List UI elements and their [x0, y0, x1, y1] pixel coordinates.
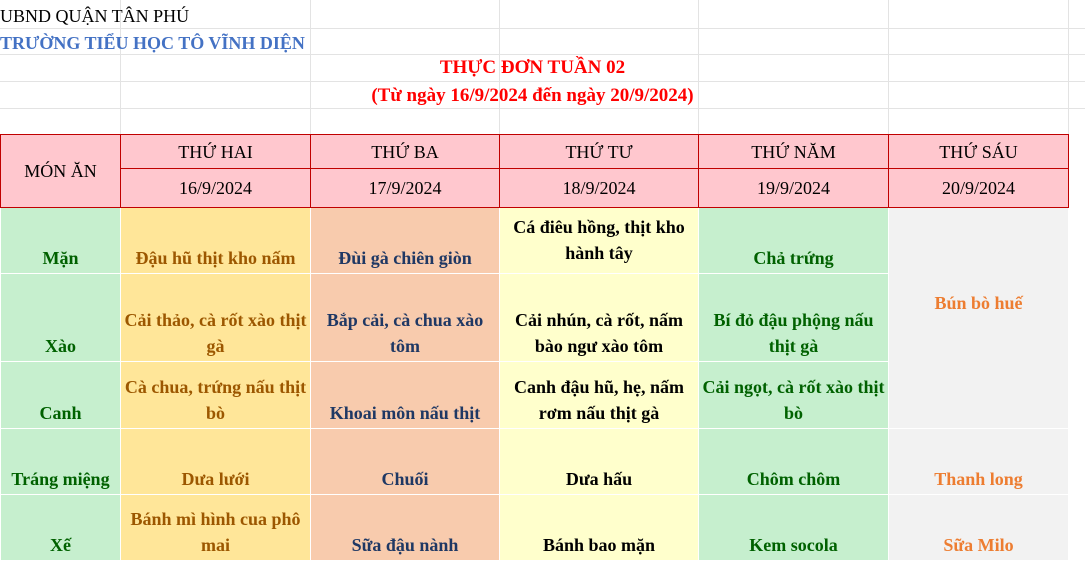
menu-cell-thu[interactable]: Kem socola: [699, 495, 889, 561]
menu-cell-thu[interactable]: Chôm chôm: [699, 429, 889, 495]
day-header-tue[interactable]: THỨ BA: [311, 135, 500, 169]
grid-line: [0, 28, 1085, 29]
menu-cell-tue[interactable]: Đùi gà chiên giòn: [311, 208, 500, 274]
weekly-menu-table: [0, 134, 1069, 561]
menu-cell-wed[interactable]: Dưa hấu: [500, 429, 699, 495]
day-header-wed[interactable]: THỨ TƯ: [500, 135, 699, 169]
date-header-fri[interactable]: 20/9/2024: [889, 169, 1069, 208]
grid-line: [0, 81, 1085, 82]
date-header-tue[interactable]: 17/9/2024: [311, 169, 500, 208]
menu-cell-mon[interactable]: Dưa lưới: [121, 429, 311, 495]
menu-cell-wed[interactable]: Canh đậu hũ, hẹ, nấm rơm nấu thịt gà: [500, 362, 699, 429]
menu-cell-wed[interactable]: Bánh bao mặn: [500, 495, 699, 561]
grid-line: [1068, 0, 1069, 134]
day-header-thu[interactable]: THỨ NĂM: [699, 135, 889, 169]
menu-cell-mon[interactable]: Cải thảo, cà rốt xào thịt gà: [121, 274, 311, 362]
menu-cell-mon[interactable]: Bánh mì hình cua phô mai: [121, 495, 311, 561]
date-header-wed[interactable]: 18/9/2024: [500, 169, 699, 208]
menu-cell-wed[interactable]: Cá điêu hồng, thịt kho hành tây: [500, 208, 699, 274]
corner-header[interactable]: MÓN ĂN: [1, 135, 121, 208]
day-header-fri[interactable]: THỨ SÁU: [889, 135, 1069, 169]
menu-cell-tue[interactable]: Sữa đậu nành: [311, 495, 500, 561]
table-header-row: [1, 135, 1069, 169]
menu-cell-fri[interactable]: Thanh long: [889, 429, 1069, 495]
table-row: [1, 495, 1069, 561]
category-cell[interactable]: Tráng miệng: [1, 429, 121, 495]
menu-cell-tue[interactable]: Chuối: [311, 429, 500, 495]
category-cell[interactable]: Canh: [1, 362, 121, 429]
school-name: TRƯỜNG TIỂU HỌC TÔ VĨNH DIỆN: [0, 33, 305, 53]
menu-cell-tue[interactable]: Khoai môn nấu thịt: [311, 362, 500, 429]
menu-title: THỰC ĐƠN TUẦN 02: [439, 57, 626, 78]
date-header-thu[interactable]: 19/9/2024: [699, 169, 889, 208]
menu-cell-thu[interactable]: Cải ngọt, cà rốt xào thịt bò: [699, 362, 889, 429]
category-cell[interactable]: Mặn: [1, 208, 121, 274]
menu-cell-wed[interactable]: Cải nhún, cà rốt, nấm bào ngư xào tôm: [500, 274, 699, 362]
table-row: [1, 208, 1069, 274]
menu-cell-fri[interactable]: Sữa Milo: [889, 495, 1069, 561]
menu-date-range: (Từ ngày 16/9/2024 đến ngày 20/9/2024): [371, 85, 694, 106]
category-cell[interactable]: Xế: [1, 495, 121, 561]
district-name: UBND QUẬN TÂN PHÚ: [0, 6, 190, 26]
day-header-mon[interactable]: THỨ HAI: [121, 135, 311, 169]
grid-line: [0, 54, 1085, 55]
grid-line: [0, 108, 1085, 109]
menu-cell-mon[interactable]: Cà chua, trứng nấu thịt bò: [121, 362, 311, 429]
category-cell[interactable]: Xào: [1, 274, 121, 362]
menu-cell-fri-main[interactable]: Bún bò huế: [889, 208, 1069, 429]
menu-cell-mon[interactable]: Đậu hũ thịt kho nấm: [121, 208, 311, 274]
menu-cell-tue[interactable]: Bắp cải, cà chua xào tôm: [311, 274, 500, 362]
table-row: [1, 429, 1069, 495]
date-header-mon[interactable]: 16/9/2024: [121, 169, 311, 208]
menu-cell-thu[interactable]: Bí đỏ đậu phộng nấu thịt gà: [699, 274, 889, 362]
table-date-row: [1, 169, 1069, 208]
menu-cell-thu[interactable]: Chả trứng: [699, 208, 889, 274]
